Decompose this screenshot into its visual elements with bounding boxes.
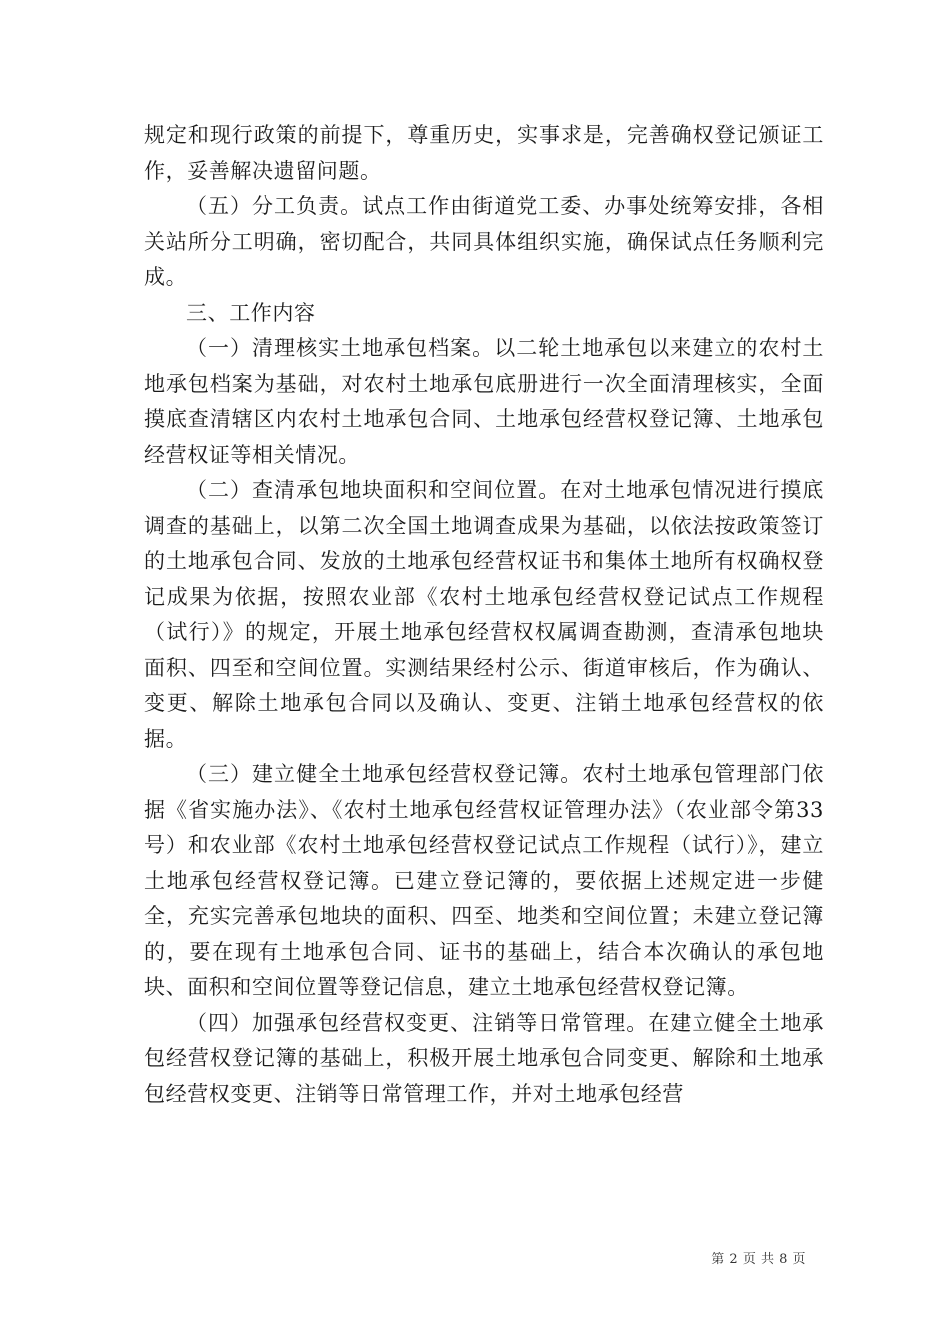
section-heading-work-content: 三、工作内容: [186, 300, 316, 325]
paragraph-archive-verification: （一）清理核实土地承包档案。以二轮土地承包以来建立的农村土地承包档案为基础，对农村土地承包底册进行一次全面清理核实，全面摸底查清辖区内农村土地承包合同、土地承包经营权登记簿、土地承包经营权证等相关情况。: [144, 336, 824, 467]
paragraph-continuation: 规定和现行政策的前提下，尊重历史，实事求是，完善确权登记颁证工作，妥善解决遗留问题。: [144, 123, 824, 183]
paragraph-daily-management: （四）加强承包经营权变更、注销等日常管理。在建立健全土地承包经营权登记簿的基础上，积极开展土地承包合同变更、解除和土地承包经营权变更、注销等日常管理工作，并对土地承包经营: [144, 1010, 824, 1106]
paragraph-plot-survey: （二）查清承包地块面积和空间位置。在对土地承包情况进行摸底调查的基础上，以第二次全国土地调查成果为基础，以依法按政策签订的土地承包合同、发放的土地承包经营权证书和集体土地所有权确权登记成果为依据，按照农业部《农村土地承包经营权登记试点工作规程（试行）》的规定，开展土地承包经营权权属调查勘测，查清承包地块面积、四至和空间位置。实测结果经村公示、街道审核后，作为确认、变更、解除土地承包合同以及确认、变更、注销土地承包经营权的依据。: [144, 478, 824, 751]
paragraph-registration-book: （三）建立健全土地承包经营权登记簿。农村土地承包管理部门依据《省实施办法》、《农村土地承包经营权证管理办法》（农业部令第33号）和农业部《农村土地承包经营权登记试点工作规程（试行）》，建立土地承包经营权登记簿。已建立登记簿的，要依据上述规定进一步健全，充实完善承包地块的面积、四至、地类和空间位置；未建立登记簿的，要在现有土地承包合同、证书的基础上，结合本次确认的承包地块、面积和空间位置等登记信息，建立土地承包经营权登记簿。: [144, 762, 824, 999]
document-body: [144, 118, 824, 1112]
page-number-footer: 第 2 页 共 8 页: [711, 1252, 806, 1267]
paragraph-division-of-labor: （五）分工负责。试点工作由街道党工委、办事处统筹安排，各相关站所分工明确，密切配合，共同具体组织实施，确保试点任务顺利完成。: [144, 194, 824, 289]
